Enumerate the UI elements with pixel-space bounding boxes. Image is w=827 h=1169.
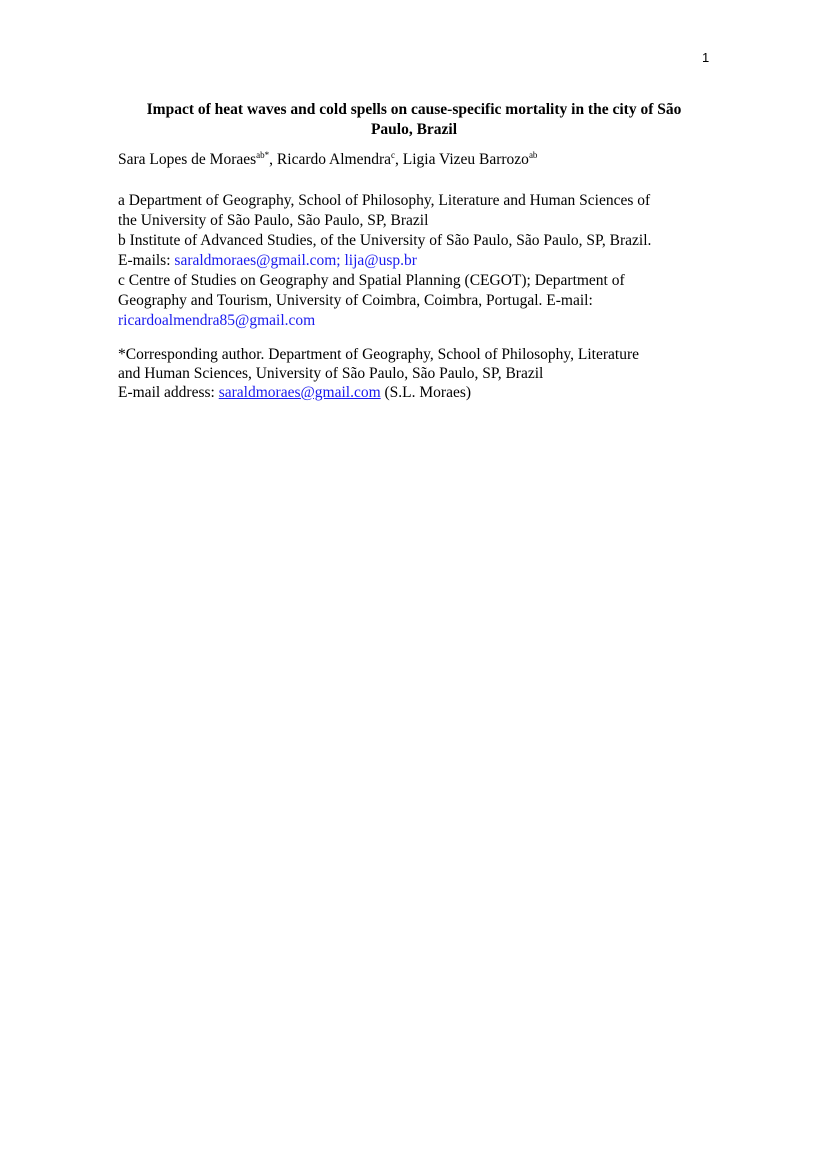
author-affiliation-2: c (391, 150, 395, 160)
author-list (118, 150, 537, 170)
affiliation-c-line-2: Geography and Tourism, University of Coimbra, Coimbra, Portugal. E-mail: (118, 292, 593, 309)
author-separator: , (395, 151, 403, 168)
corresponding-email-suffix: (S.L. Moraes) (380, 384, 472, 401)
corresponding-email-line (118, 383, 718, 402)
corresponding-author-block (118, 345, 718, 402)
corresponding-email-link[interactable]: saraldmoraes@gmail.com (218, 384, 381, 401)
emails-label: E-mails: (118, 252, 175, 269)
title-line-1: Impact of heat waves and cold spells on cause-specific mortality in the city of São (146, 101, 682, 118)
author-separator: , (269, 151, 277, 168)
affiliation-c-line-1: c Centre of Studies on Geography and Spatial Planning (CEGOT); Department of (118, 272, 625, 289)
author-name-1: Sara Lopes de Moraes (118, 151, 257, 168)
affiliation-a-line-1: a Department of Geography, School of Philosophy, Literature and Human Sciences of (118, 192, 651, 209)
author-affiliation-1: ab* (256, 150, 270, 160)
paper-title (118, 100, 710, 140)
title-line-2: Paulo, Brazil (370, 121, 458, 138)
affiliation-a-line-2: the University of São Paulo, São Paulo, SP, Brazil (118, 212, 429, 229)
corresponding-line-2: and Human Sciences, University of São Paulo, São Paulo, SP, Brazil (118, 365, 544, 382)
author-name-2: Ricardo Almendra (276, 151, 391, 168)
corresponding-line-1: *Corresponding author. Department of Geography, School of Philosophy, Literature (118, 346, 640, 363)
page-number: 1 (702, 50, 710, 65)
affiliations-block (118, 191, 718, 331)
email-address-label: E-mail address: (118, 384, 219, 401)
affiliation-b-line-1: b Institute of Advanced Studies, of the University of São Paulo, São Paulo, SP, Brazil. (118, 232, 652, 249)
author-affiliation-3: ab (528, 150, 538, 160)
affiliation-b-emails-line (118, 251, 718, 271)
author-name-3: Ligia Vizeu Barrozo (402, 151, 529, 168)
affiliation-c-email[interactable]: ricardoalmendra85@gmail.com (118, 312, 316, 329)
affiliation-b-emails[interactable]: saraldmoraes@gmail.com; lija@usp.br (174, 252, 417, 269)
